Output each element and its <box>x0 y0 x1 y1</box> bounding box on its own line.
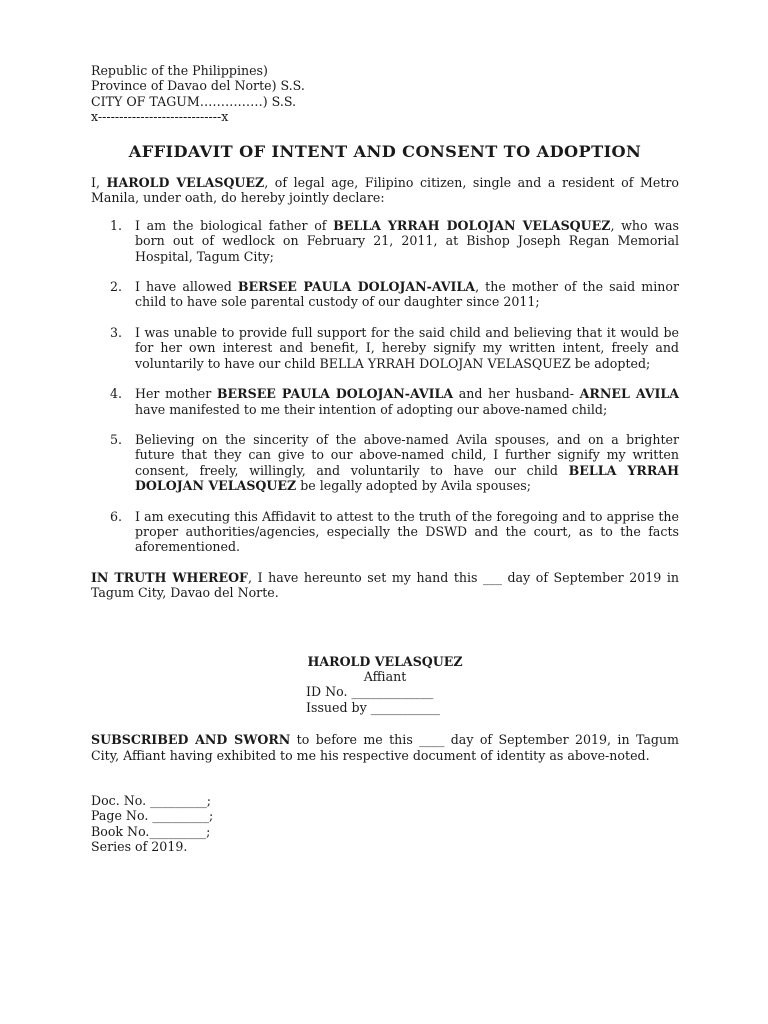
declaration-item <box>91 218 679 264</box>
signatory-name: HAROLD VELASQUEZ <box>307 653 463 669</box>
affidavit-document <box>91 63 679 855</box>
item-number: 1. <box>110 217 123 233</box>
item-text: I am the biological father of <box>135 217 334 233</box>
sworn-bold: SUBSCRIBED AND SWORN <box>91 732 291 748</box>
jurat-paragraph <box>91 732 679 763</box>
notarial-doc-info <box>91 793 679 855</box>
item-text: and her husband- <box>453 386 580 402</box>
signatory-role: Affiant <box>363 668 407 684</box>
id-number-line: ID No. _____________ <box>306 684 434 700</box>
document-title: AFFIDAVIT OF INTENT AND CONSENT TO ADOPTION <box>128 141 642 161</box>
declaration-list <box>91 218 679 555</box>
item-text: , who was born out of wedlock on February 21, 2011, at Bishop Joseph Regan Memorial Hospital, Tagum City; <box>135 217 680 264</box>
doc-no-line: Doc. No. _________; <box>91 793 212 808</box>
item-text: be legally adopted by Avila spouses; <box>296 478 532 494</box>
issued-by-line: Issued by ___________ <box>306 699 440 715</box>
item-text: have manifested to me their intention of adopting our above-named child; <box>135 401 608 417</box>
declaration-item <box>91 386 679 417</box>
series-line: Series of 2019. <box>91 839 188 855</box>
item-text: I was unable to provide full support for the said child and believing that it would be for her own interest and benefit, I, hereby signify my written intent, freely and voluntarily to have our child BELLA YRRAH DOLOJAN VELASQUEZ be adopted; <box>135 324 679 371</box>
item-text: , the mother of the said minor child to have sole parental custody of our daughter since 2011; <box>135 279 679 310</box>
item-number: 4. <box>110 386 123 402</box>
signature-block <box>91 654 679 716</box>
intro-paragraph <box>91 175 679 206</box>
declaration-item <box>91 509 679 555</box>
declaration-item <box>91 432 679 494</box>
declaration-item <box>91 279 679 310</box>
venue-block <box>91 63 679 125</box>
affiant-name: HAROLD VELASQUEZ <box>106 175 265 191</box>
book-no-line: Book No._________; <box>91 823 211 839</box>
venue-separator: x-----------------------------x <box>91 109 229 125</box>
venue-republic: Republic of the Philippines) <box>91 63 268 78</box>
item-number: 2. <box>110 279 123 295</box>
item-bold-name: BERSEE PAULA DOLOJAN-AVILA <box>237 279 476 295</box>
item-bold-name: BELLA YRRAH DOLOJAN VELASQUEZ <box>135 462 679 494</box>
item-number: 3. <box>110 324 123 340</box>
item-text: Her mother <box>135 386 217 402</box>
truth-whereof-paragraph <box>91 570 679 601</box>
sworn-text: to before me this ____ day of September 2019, in Tagum City, Affiant having exhibited to me his respective document of identity as above-noted. <box>91 732 679 763</box>
item-number: 5. <box>110 431 123 447</box>
item-text: I am executing this Affidavit to attest to the truth of the foregoing and to apprise the proper authorities/agencies, especially the DSWD and the court, as to the facts aforementioned. <box>135 508 679 555</box>
truth-bold: IN TRUTH WHEREOF <box>91 569 248 585</box>
item-text: Believing on the sincerity of the above-named Avila spouses, and on a brighter future that they can give to our above-named child, I further signify my written consent, freely, willingly, and voluntarily to have our child <box>135 431 679 478</box>
intro-text: , of legal age, Filipino citizen, single and a resident of Metro Manila, under oath, do hereby jointly declare: <box>91 175 679 206</box>
venue-province: Province of Davao del Norte) S.S. <box>91 78 305 94</box>
truth-text: , I have hereunto set my hand this ___ day of September 2019 in Tagum City, Davao del Norte. <box>91 569 679 601</box>
item-text: I have allowed <box>135 279 238 295</box>
intro-prefix: I, <box>91 175 107 191</box>
item-bold-name: BERSEE PAULA DOLOJAN-AVILA <box>216 386 454 402</box>
declaration-item <box>91 325 679 371</box>
item-number: 6. <box>110 508 123 524</box>
item-bold-name: BELLA YRRAH DOLOJAN VELASQUEZ <box>333 217 611 233</box>
venue-city: CITY OF TAGUM……………) S.S. <box>91 93 297 109</box>
page-no-line: Page No. _________; <box>91 808 214 824</box>
item-bold-name: ARNEL AVILA <box>579 386 679 402</box>
